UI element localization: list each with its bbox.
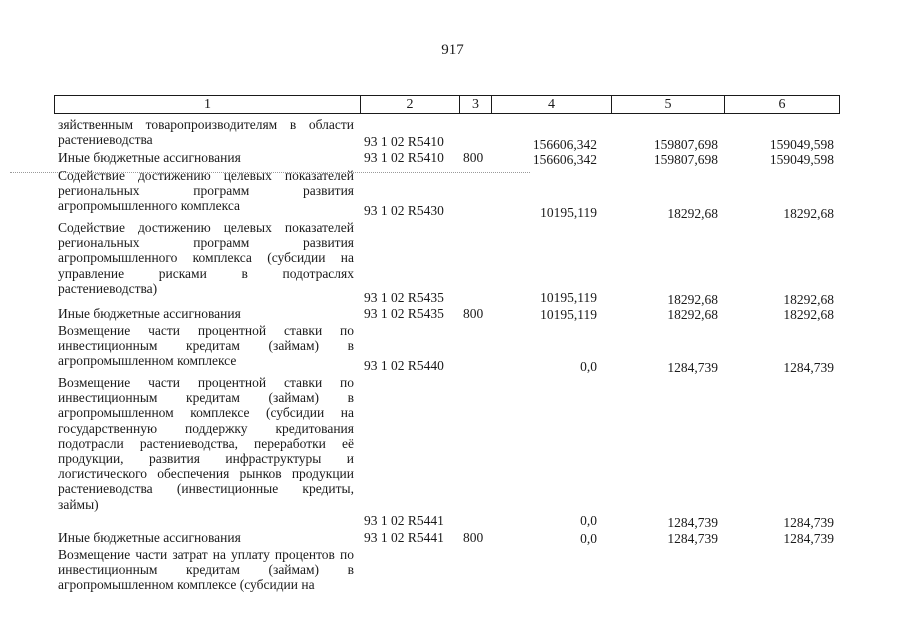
header-col-4: 4 (491, 95, 612, 114)
row-value-col5: 18292,68 (667, 292, 718, 307)
row-description: Иные бюджетные ассигнования (58, 530, 241, 545)
row-code: 93 1 02 R5441 (364, 513, 444, 528)
row-value-col4: 0,0 (580, 513, 597, 528)
header-col-2: 2 (360, 95, 460, 114)
row-value-col5: 1284,739 (667, 515, 718, 530)
row-value-col6: 159049,598 (769, 137, 834, 152)
row-value-col6: 1284,739 (783, 515, 834, 530)
row-description: Возмещение части процентной ставки по инвестиционным кредитам (займам) в агропромышленном комплексе (субсидии на государственную поддержку кредитования подотрасли растениеводства, переработки её продукции, развития инфраструктуры и логистического обеспечения рынков продукции растениеводства (инвестиционные кредиты, займы) (58, 375, 354, 512)
row-description: Иные бюджетные ассигнования (58, 306, 241, 321)
row-value-col4: 10195,119 (540, 205, 597, 220)
row-value-col6: 1284,739 (783, 360, 834, 375)
row-code: 93 1 02 R5430 (364, 203, 444, 218)
row-value-col5: 1284,739 (667, 531, 718, 546)
header-col-5: 5 (611, 95, 725, 114)
row-value-col6: 18292,68 (783, 292, 834, 307)
row-code: 93 1 02 R5410 (364, 134, 444, 149)
row-value-col4: 0,0 (580, 531, 597, 546)
row-value-col5: 18292,68 (667, 206, 718, 221)
row-description: Содействие достижению целевых показателей региональных программ развития агропромышленного комплекса (58, 168, 354, 214)
row-value-col5: 18292,68 (667, 307, 718, 322)
row-expense-type: 800 (463, 150, 484, 165)
row-description: Иные бюджетные ассигнования (58, 150, 241, 165)
row-value-col4: 10195,119 (540, 290, 597, 305)
row-value-col4: 156606,342 (532, 152, 597, 167)
row-expense-type: 800 (463, 530, 484, 545)
row-value-col5: 159807,698 (653, 137, 718, 152)
page-number: 917 (441, 42, 464, 58)
row-expense-type: 800 (463, 306, 484, 321)
row-description: зяйственным товаропроизводителям в области растениеводства (58, 117, 354, 148)
row-value-col6: 159049,598 (769, 152, 834, 167)
row-code: 93 1 02 R5435 (364, 306, 444, 321)
row-code: 93 1 02 R5410 (364, 150, 444, 165)
row-description: Возмещение части затрат на уплату процентов по инвестиционным кредитам (займам) в агропромышленном комплексе (субсидии на (58, 547, 354, 593)
header-col-6: 6 (724, 95, 840, 114)
row-value-col6: 18292,68 (783, 206, 834, 221)
row-description: Возмещение части процентной ставки по инвестиционным кредитам (займам) в агропромышленном комплексе (58, 323, 354, 369)
row-value-col4: 10195,119 (540, 307, 597, 322)
row-code: 93 1 02 R5435 (364, 290, 444, 305)
row-value-col5: 159807,698 (653, 152, 718, 167)
row-code: 93 1 02 R5441 (364, 530, 444, 545)
header-col-3: 3 (459, 95, 492, 114)
row-value-col6: 1284,739 (783, 531, 834, 546)
header-col-1: 1 (54, 95, 361, 114)
row-value-col5: 1284,739 (667, 360, 718, 375)
row-value-col6: 18292,68 (783, 307, 834, 322)
row-description: Содействие достижению целевых показателей региональных программ развития агропромышленного комплекса (субсидии на управление рисками в подотраслях растениеводства) (58, 220, 354, 296)
row-value-col4: 156606,342 (532, 137, 597, 152)
table-header (54, 95, 840, 114)
row-code: 93 1 02 R5440 (364, 358, 444, 373)
row-value-col4: 0,0 (580, 359, 597, 374)
